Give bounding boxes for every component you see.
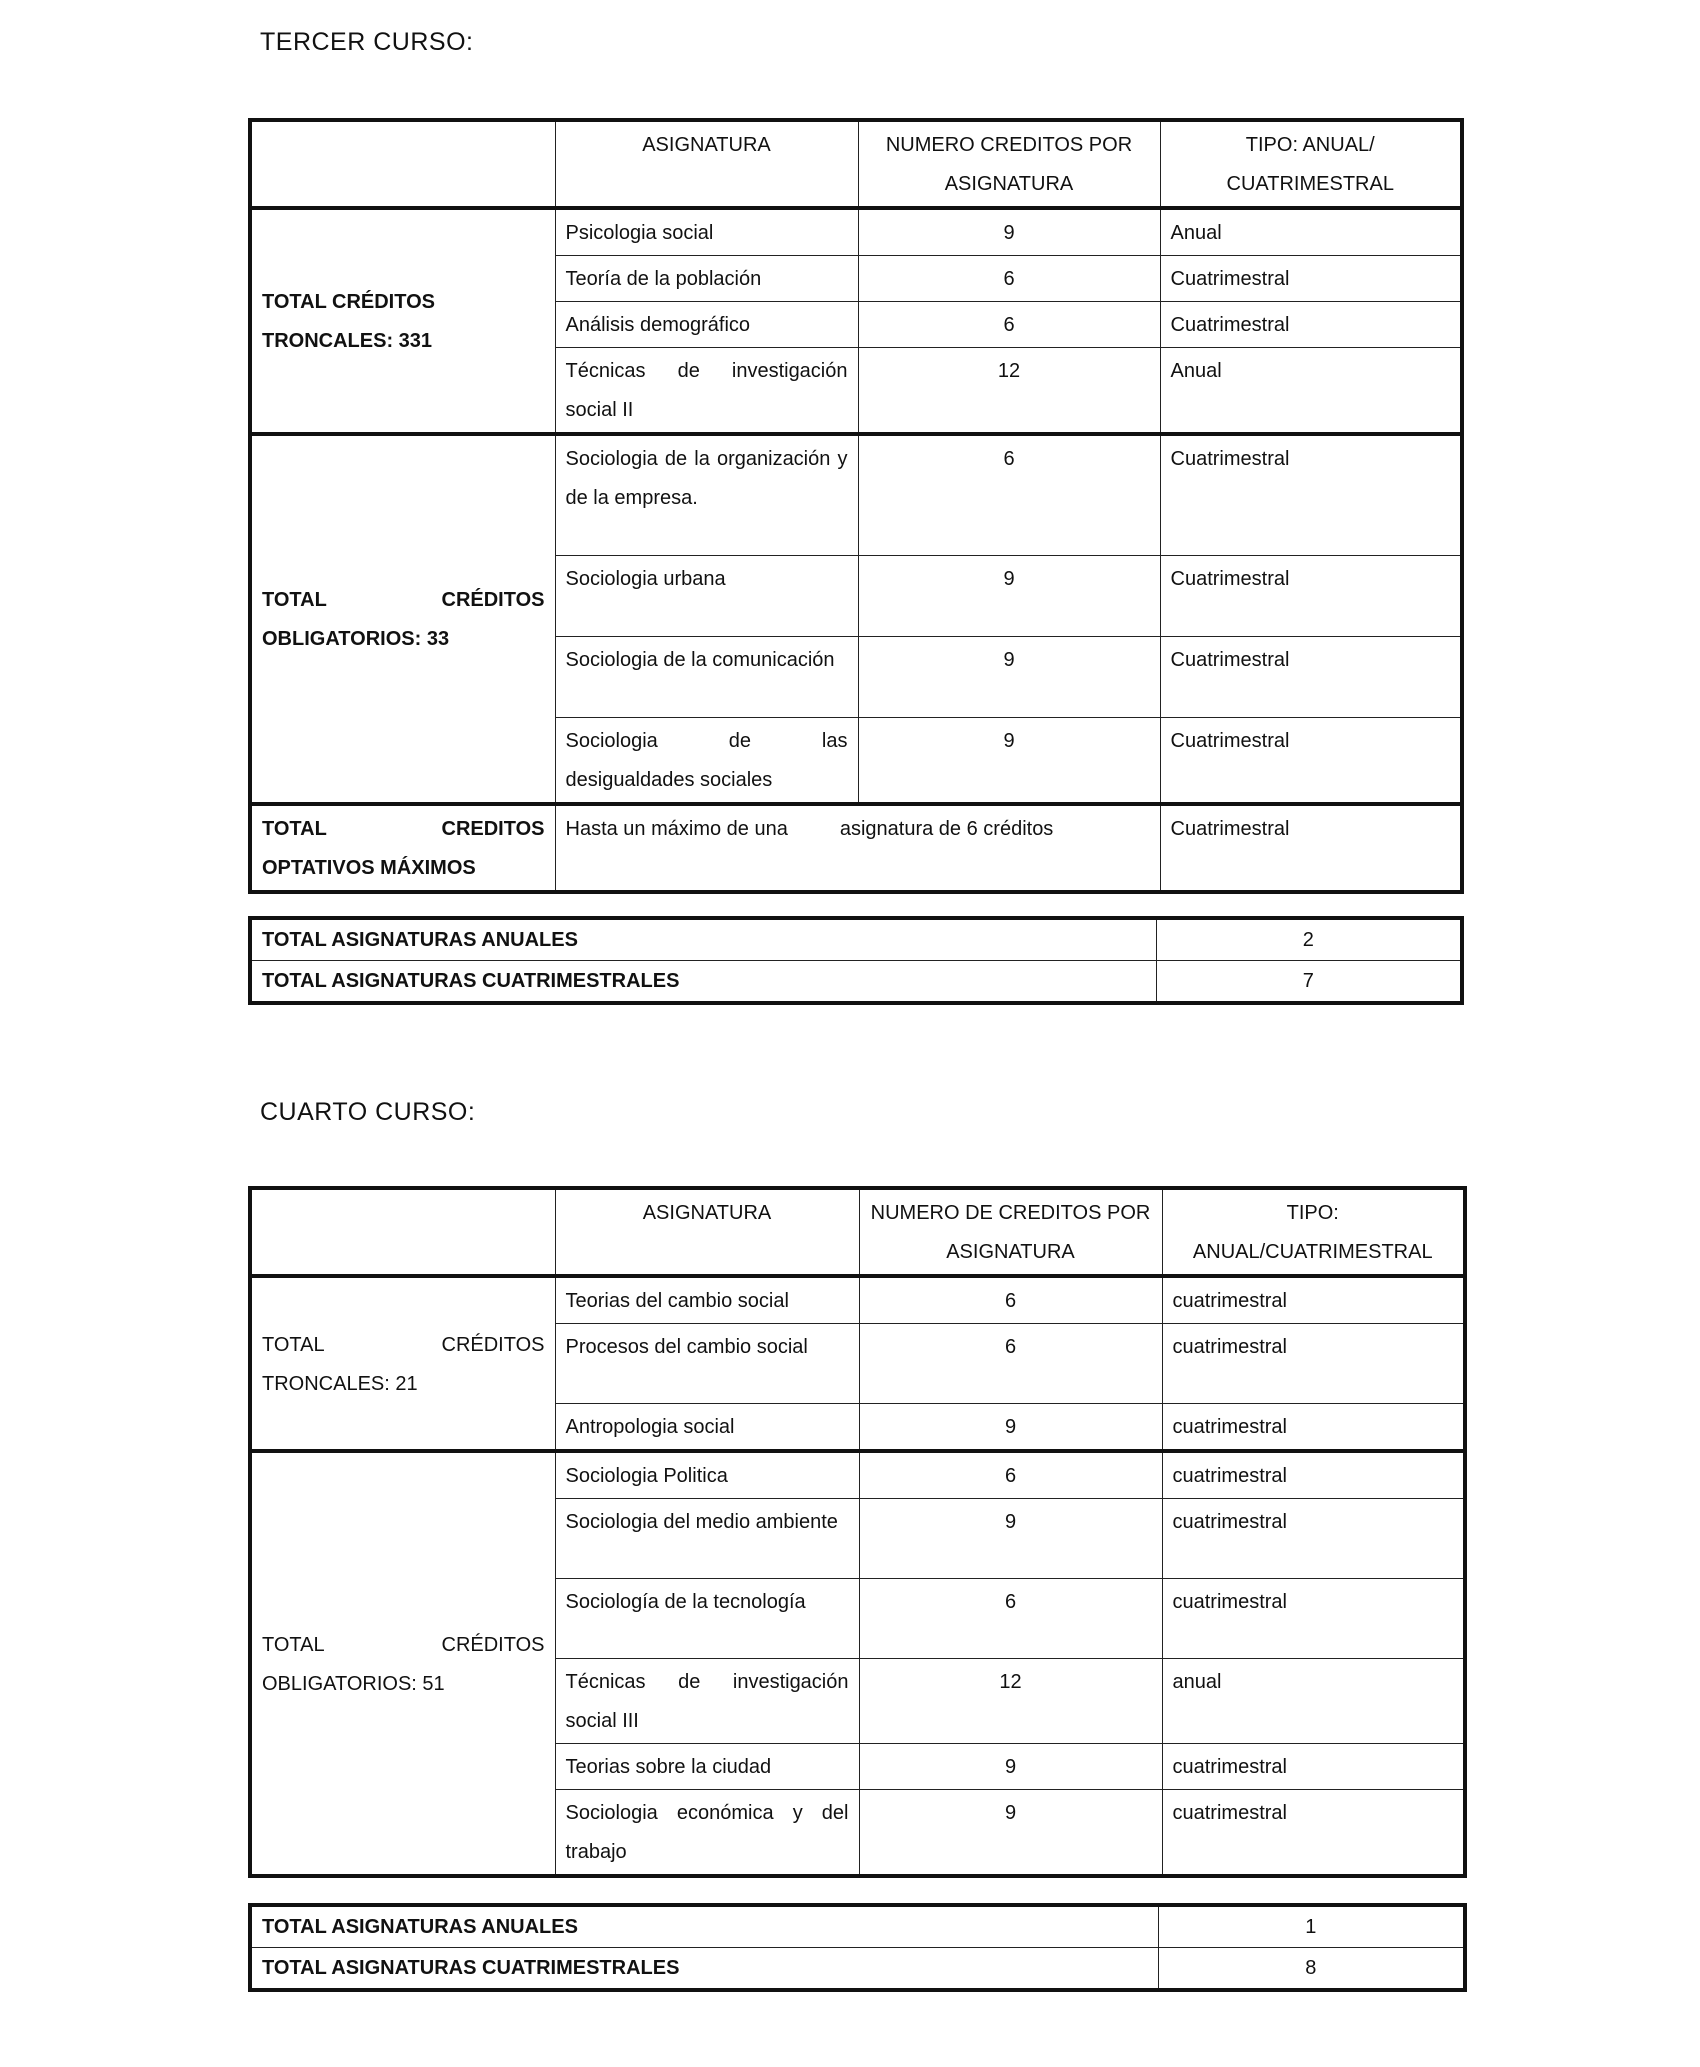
fourth-course-table [248, 1186, 1467, 1878]
header-tipo: TIPO: ANUAL/ CUATRIMESTRAL [1160, 120, 1462, 208]
credits-cell: 9 [858, 208, 1160, 256]
type-cell: cuatrimestral [1162, 1744, 1465, 1790]
table-row [250, 804, 1462, 892]
group-label-word: CRÉDITOS [441, 1333, 545, 1356]
fourth-course-totals [248, 1903, 1467, 1992]
table-header-row [250, 120, 1462, 208]
group-label-line2: OBLIGATORIOS: 51 [262, 1672, 445, 1695]
header-creditos: NUMERO DE CREDITOS POR ASIGNATURA [859, 1188, 1162, 1276]
optativos-group-label [250, 804, 555, 892]
credits-cell: 6 [858, 434, 1160, 555]
obligatorios-group-label [250, 434, 555, 804]
subject-cell: Sociologia económica y del trabajo [555, 1790, 859, 1877]
subject-cell: Psicologia social [555, 208, 858, 256]
obligatorios-group-label [250, 1451, 555, 1876]
subject-cell: Análisis demográfico [555, 302, 858, 348]
subject-cell: Antropologia social [555, 1404, 859, 1452]
credits-cell: 6 [859, 1451, 1162, 1499]
credits-cell: 9 [859, 1499, 1162, 1579]
type-cell: Cuatrimestral [1160, 636, 1462, 717]
header-asignatura: ASIGNATURA [555, 120, 858, 208]
group-label-line1 [262, 1326, 545, 1365]
group-label-word: CRÉDITOS [441, 588, 545, 611]
type-cell: Cuatrimestral [1160, 256, 1462, 302]
subject-cell: Teorias sobre la ciudad [555, 1744, 859, 1790]
subject-cell: Sociología de la tecnología [555, 1579, 859, 1659]
subject-cell: Teoría de la población [555, 256, 858, 302]
totals-label: TOTAL ASIGNATURAS ANUALES [250, 918, 1156, 961]
credits-cell: 6 [859, 1324, 1162, 1404]
optativos-note [555, 804, 1160, 892]
group-label-line2: OBLIGATORIOS: 33 [262, 627, 450, 650]
credits-cell: 9 [859, 1744, 1162, 1790]
credits-cell: 9 [859, 1790, 1162, 1877]
type-cell: cuatrimestral [1162, 1404, 1465, 1452]
totals-row [250, 1905, 1465, 1948]
type-cell: cuatrimestral [1162, 1579, 1465, 1659]
group-label-line2: OPTATIVOS MÁXIMOS [262, 856, 476, 879]
totals-label: TOTAL ASIGNATURAS CUATRIMESTRALES [250, 1948, 1158, 1991]
table-header-row [250, 1188, 1465, 1276]
type-cell: cuatrimestral [1162, 1499, 1465, 1579]
totals-label: TOTAL ASIGNATURAS ANUALES [250, 1905, 1158, 1948]
group-label-line1 [262, 581, 545, 620]
type-cell: Cuatrimestral [1160, 717, 1462, 804]
group-label-word: TOTAL [262, 1333, 325, 1356]
credits-cell: 12 [858, 348, 1160, 435]
totals-row [250, 961, 1462, 1004]
totals-value: 2 [1156, 918, 1462, 961]
subject-cell: Técnicas de investigación social II [555, 348, 858, 435]
table-row [250, 208, 1462, 256]
subject-cell: Procesos del cambio social [555, 1324, 859, 1404]
totals-value: 1 [1158, 1905, 1465, 1948]
fourth-course-title: CUARTO CURSO: [260, 1098, 476, 1126]
credits-cell: 9 [858, 555, 1160, 636]
group-label-word: CRÉDITOS [441, 1633, 545, 1656]
subject-cell: Teorias del cambio social [555, 1276, 859, 1324]
type-cell: cuatrimestral [1162, 1276, 1465, 1324]
note-part: asignatura de 6 créditos [839, 817, 1054, 840]
note-part: Hasta un máximo de una [565, 817, 788, 840]
group-label-word: TOTAL [262, 817, 327, 840]
group-label-word: TOTAL [262, 588, 327, 611]
type-cell: anual [1162, 1659, 1465, 1744]
header-tipo: TIPO: ANUAL/CUATRIMESTRAL [1162, 1188, 1465, 1276]
totals-value: 8 [1158, 1948, 1465, 1991]
troncales-group-label [250, 208, 555, 434]
subject-cell: Sociologia de la comunicación [555, 636, 858, 717]
group-label-word: CREDITOS [441, 817, 545, 840]
table-row [250, 434, 1462, 555]
type-cell: Cuatrimestral [1160, 434, 1462, 555]
note-line [566, 810, 1150, 849]
totals-label: TOTAL ASIGNATURAS CUATRIMESTRALES [250, 961, 1156, 1004]
type-cell: Anual [1160, 348, 1462, 435]
subject-cell: Técnicas de investigación social III [555, 1659, 859, 1744]
credits-cell: 6 [858, 302, 1160, 348]
totals-row [250, 1948, 1465, 1991]
credits-cell: 6 [859, 1276, 1162, 1324]
credits-cell: 6 [858, 256, 1160, 302]
group-label-line2: TRONCALES: 21 [262, 1372, 418, 1395]
credits-cell: 9 [858, 636, 1160, 717]
header-blank-cell [250, 120, 555, 208]
header-creditos: NUMERO CREDITOS POR ASIGNATURA [858, 120, 1160, 208]
header-asignatura: ASIGNATURA [555, 1188, 859, 1276]
totals-row [250, 918, 1462, 961]
group-label-line1 [262, 810, 545, 849]
type-cell: cuatrimestral [1162, 1324, 1465, 1404]
group-label-word: TOTAL [262, 1633, 325, 1656]
type-cell: cuatrimestral [1162, 1451, 1465, 1499]
troncales-group-label [250, 1276, 555, 1451]
table-row [250, 1276, 1465, 1324]
type-cell: Cuatrimestral [1160, 555, 1462, 636]
group-label-line1: TOTAL CRÉDITOS [262, 291, 435, 313]
type-cell: cuatrimestral [1162, 1790, 1465, 1877]
subject-cell: Sociologia de las desigualdades sociales [555, 717, 858, 804]
table-row [250, 1451, 1465, 1499]
subject-cell: Sociologia de la organización y de la empresa. [555, 434, 858, 555]
credits-cell: 12 [859, 1659, 1162, 1744]
header-blank-cell [250, 1188, 555, 1276]
third-course-table [248, 118, 1464, 894]
type-cell: Cuatrimestral [1160, 804, 1462, 892]
third-course-totals [248, 916, 1464, 1005]
type-cell: Anual [1160, 208, 1462, 256]
group-label-line2: TRONCALES: 331 [262, 330, 433, 352]
subject-cell: Sociologia del medio ambiente [555, 1499, 859, 1579]
third-course-title: TERCER CURSO: [260, 28, 474, 56]
credits-cell: 6 [859, 1579, 1162, 1659]
credits-cell: 9 [859, 1404, 1162, 1452]
subject-cell: Sociologia urbana [555, 555, 858, 636]
credits-cell: 9 [858, 717, 1160, 804]
totals-value: 7 [1156, 961, 1462, 1004]
group-label-line1 [262, 1626, 545, 1665]
subject-cell: Sociologia Politica [555, 1451, 859, 1499]
type-cell: Cuatrimestral [1160, 302, 1462, 348]
